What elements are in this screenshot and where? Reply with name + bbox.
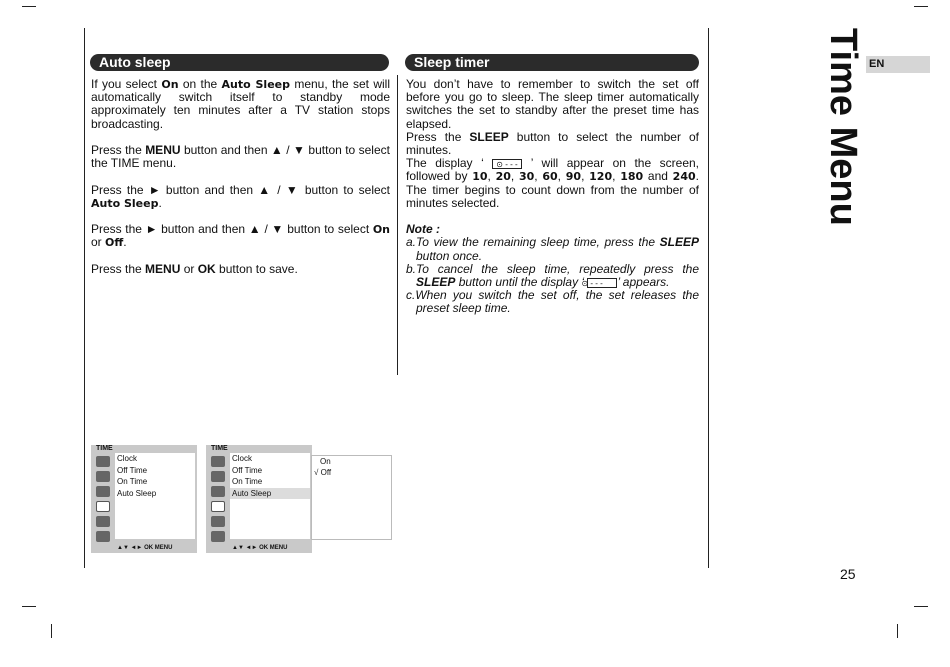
picture-icon	[211, 456, 225, 467]
language-tab	[866, 56, 930, 73]
page-title-text: Time Menu	[822, 28, 864, 226]
sleep-display-icon: ⊙ - - -	[492, 159, 522, 169]
lock-icon	[211, 531, 225, 542]
crop-mark	[914, 606, 928, 607]
crop-mark	[22, 6, 36, 7]
special-icon	[211, 516, 225, 527]
menu-item-on-time[interactable]: On Time	[117, 477, 148, 486]
instruction-step-1: Press the MENU button and then ▲ / ▼ button to select the TIME menu.	[91, 143, 390, 171]
time-menu-screen-1	[91, 445, 197, 553]
crop-mark	[51, 624, 52, 638]
auto-sleep-header	[90, 54, 389, 71]
menu-item-clock[interactable]: Clock	[117, 454, 138, 463]
menu-item-auto-sleep[interactable]: Auto Sleep	[230, 488, 310, 500]
sleep-timer-body	[406, 78, 699, 316]
picture-icon	[96, 456, 110, 467]
sleep-timer-step: Press the SLEEP button to select the number of minutes.	[406, 129, 699, 158]
lock-icon	[96, 531, 110, 542]
instruction-step-4: Press the MENU or OK button to save.	[91, 261, 298, 276]
menu-item-clock[interactable]: Clock	[232, 454, 253, 463]
sound-icon	[96, 471, 110, 482]
instruction-step-3: Press the ► button and then ▲ / ▼ button to select On or Off.	[91, 222, 390, 250]
menu-item-off-time[interactable]: Off Time	[232, 465, 263, 475]
auto-sleep-header-text: Auto sleep	[99, 54, 171, 70]
sleep-timer-display: The display ‘ ⊙ - - - ’ will appear on the screen, followed by 10, 20, 30, 60, 90, 120, 180 and 240. The timer begins to count down from the number of minutes selected.	[406, 156, 700, 210]
sleep-timer-intro: You don’t have to remember to switch the set off before you go to sleep. The sleep timer automatically switches the set to standby after the preset time has elapsed.	[406, 77, 699, 131]
sleep-display-icon: ⊙ - - -	[587, 278, 617, 288]
sleep-timer-header	[405, 54, 699, 71]
crop-mark	[22, 606, 36, 607]
sleep-timer-header-text: Sleep timer	[414, 54, 490, 70]
menu-item-off-time[interactable]: Off Time	[117, 465, 148, 475]
note-item-a: a.To view the remaining sleep time, press the SLEEP button once.	[406, 235, 699, 263]
language-tab-label: EN	[869, 58, 885, 70]
page-number: 25	[840, 566, 856, 582]
menu-list	[230, 453, 310, 539]
menu-title: TIME	[211, 445, 228, 452]
column-rule	[397, 75, 398, 375]
left-rule	[84, 28, 85, 568]
time-menu-screen-2	[206, 445, 312, 553]
menu-footer: ▲▼ ◄► OK MENU	[232, 545, 288, 551]
tv-icon	[96, 486, 110, 497]
menu-item-auto-sleep[interactable]: Auto Sleep	[117, 488, 157, 498]
instruction-step-2: Press the ► button and then ▲ / ▼ button to select Auto Sleep.	[91, 182, 390, 210]
menu-list	[115, 453, 195, 539]
menu-item-on-time[interactable]: On Time	[232, 477, 263, 486]
time-icon	[96, 501, 110, 512]
tv-icon	[211, 486, 225, 497]
sound-icon	[211, 471, 225, 482]
submenu-item-off[interactable]: √ Off	[314, 468, 332, 477]
auto-sleep-paragraph: If you select On on the Auto Sleep menu, the set will automatically switch itself to standby mode approximately ten minutes after a TV station stops broadcasting.	[91, 77, 390, 131]
auto-sleep-submenu	[311, 455, 392, 540]
note-title: Note :	[406, 222, 440, 237]
menu-title: TIME	[96, 445, 113, 452]
special-icon	[96, 516, 110, 527]
note-item-b: b.To cancel the sleep time, repeatedly press the SLEEP button until the display ‘ ⊙ - - - ’ appears.	[406, 261, 699, 290]
crop-mark	[914, 6, 928, 7]
crop-mark	[897, 624, 898, 638]
submenu-item-on[interactable]: On	[320, 457, 331, 466]
menu-footer: ▲▼ ◄► OK MENU	[117, 545, 173, 551]
page-title	[822, 28, 864, 228]
right-rule	[708, 28, 709, 568]
note-item-c: c.When you switch the set off, the set releases the preset sleep time.	[406, 288, 699, 316]
auto-sleep-body	[91, 78, 390, 289]
time-icon	[211, 501, 225, 512]
